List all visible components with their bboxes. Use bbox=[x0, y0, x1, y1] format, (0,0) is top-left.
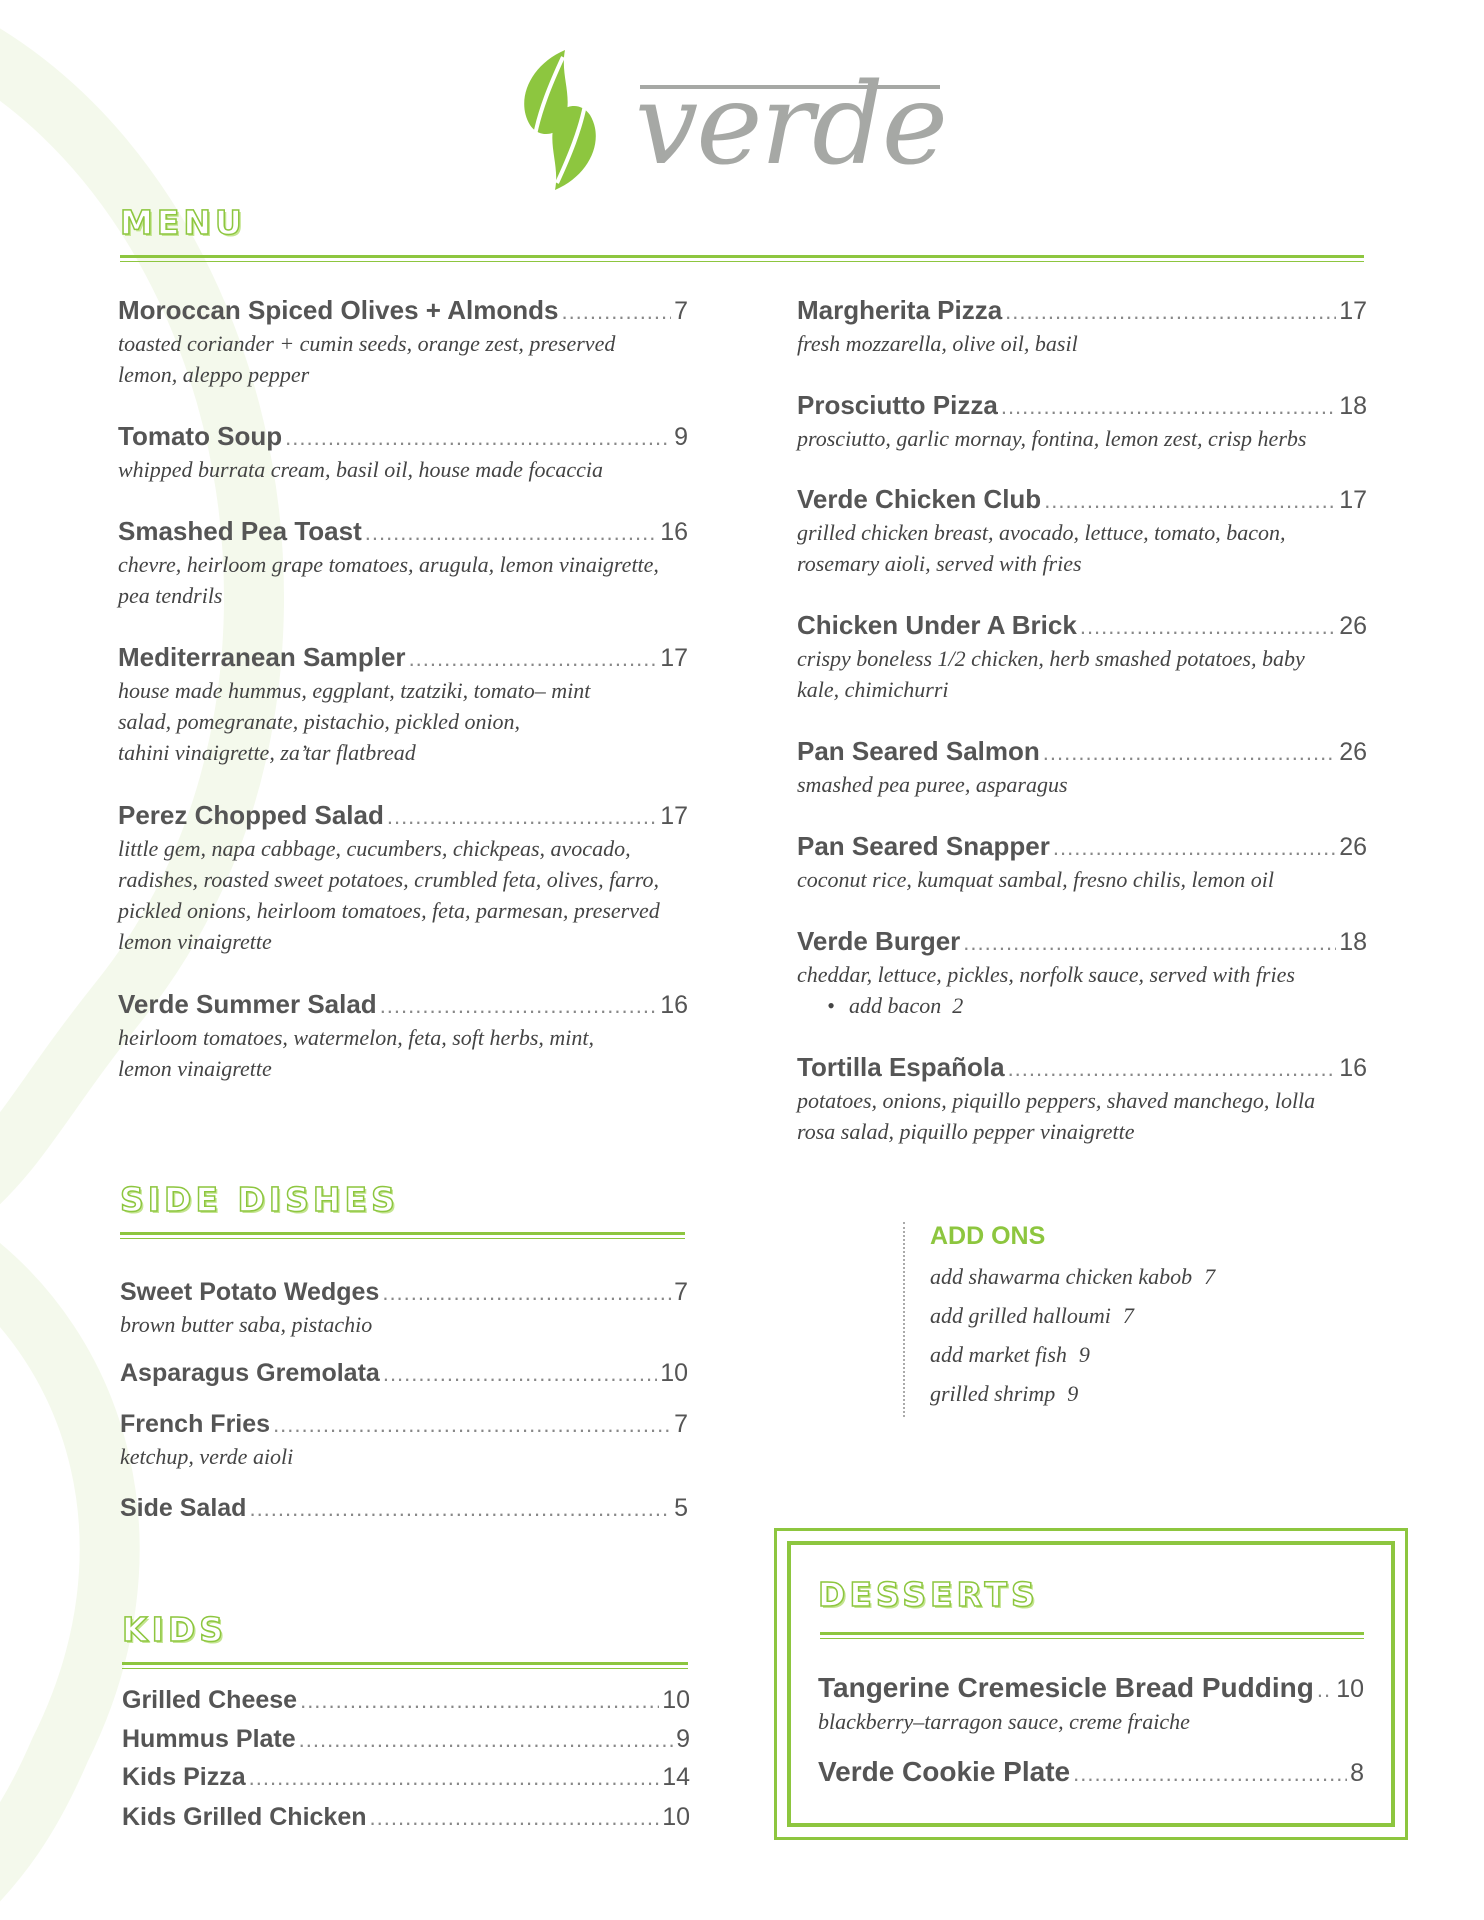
item-name: Verde Cookie Plate bbox=[818, 1756, 1071, 1787]
desc-line: rosemary aioli, served with fries bbox=[797, 551, 1082, 576]
item-price: 17 bbox=[660, 802, 688, 830]
item-name: Pan Seared Snapper bbox=[797, 831, 1050, 861]
bullet-icon: • bbox=[827, 993, 835, 1018]
item-name: Mediterranean Sampler bbox=[118, 642, 406, 672]
item-description bbox=[118, 675, 688, 768]
menu-item bbox=[118, 800, 688, 957]
item-description bbox=[118, 833, 688, 957]
item-description bbox=[797, 423, 1367, 454]
verde-logo bbox=[505, 45, 955, 195]
item-price: 17 bbox=[1339, 486, 1367, 514]
item-price: 7 bbox=[674, 1410, 688, 1438]
item-price: 9 bbox=[676, 1725, 690, 1753]
item-price: 16 bbox=[660, 518, 688, 546]
menu-heading-rule bbox=[120, 255, 1364, 260]
add-on-text: grilled shrimp bbox=[930, 1381, 1056, 1406]
desc-line: lemon vinaigrette bbox=[118, 1056, 272, 1081]
desc-line: potatoes, onions, piquillo peppers, shaved manchego, lolla bbox=[797, 1088, 1316, 1113]
item-description bbox=[797, 1085, 1367, 1147]
add-on-text: add market fish bbox=[930, 1342, 1067, 1367]
item-price: 26 bbox=[1339, 833, 1367, 861]
item-name: Margherita Pizza bbox=[797, 295, 1003, 325]
item-name: Smashed Pea Toast bbox=[118, 516, 362, 546]
brand-name: verde bbox=[635, 60, 947, 190]
leader-dots bbox=[370, 1805, 660, 1831]
desc-line: pea tendrils bbox=[118, 583, 223, 608]
desc-line: pickled onions, heirloom tomatoes, feta, parmesan, preserved bbox=[118, 898, 660, 923]
menu-item bbox=[797, 736, 1367, 800]
item-price: 8 bbox=[1350, 1759, 1364, 1787]
leader-dots bbox=[285, 425, 671, 451]
side-dishes-heading: SIDE DISHES bbox=[120, 1180, 399, 1219]
leader-dots bbox=[1080, 614, 1336, 640]
item-price: 9 bbox=[674, 423, 688, 451]
desc-line: lemon, aleppo pepper bbox=[118, 362, 310, 387]
item-price: 16 bbox=[1339, 1054, 1367, 1082]
item-price: 10 bbox=[660, 1359, 688, 1387]
sub-option-text: add bacon bbox=[849, 993, 942, 1018]
item-price: 7 bbox=[674, 297, 688, 325]
menu-item bbox=[797, 390, 1367, 454]
item-price: 10 bbox=[662, 1686, 690, 1714]
desc-line: brown butter saba, pistachio bbox=[120, 1312, 373, 1337]
desc-line: whipped burrata cream, basil oil, house made focaccia bbox=[118, 457, 603, 482]
add-on-item bbox=[930, 1296, 1243, 1335]
item-name: Chicken Under A Brick bbox=[797, 610, 1077, 640]
item-name: French Fries bbox=[120, 1410, 271, 1438]
item-description bbox=[797, 643, 1367, 705]
add-on-price: 7 bbox=[1204, 1264, 1216, 1289]
desc-line: tahini vinaigrette, za’tar flatbread bbox=[118, 740, 416, 765]
dessert-item bbox=[818, 1672, 1364, 1737]
add-on-price: 7 bbox=[1122, 1303, 1134, 1328]
desc-line: toasted coriander + cumin seeds, orange zest, preserved bbox=[118, 331, 616, 356]
item-description bbox=[118, 454, 688, 485]
item-name: Kids Grilled Chicken bbox=[122, 1803, 367, 1831]
leader-dots bbox=[365, 520, 657, 546]
leader-dots bbox=[1044, 488, 1336, 514]
item-price: 18 bbox=[1339, 928, 1367, 956]
add-ons-heading: ADD ONS bbox=[930, 1222, 1046, 1250]
leader-dots bbox=[382, 1280, 671, 1306]
desc-line: house made hummus, eggplant, tzatziki, tomato– mint bbox=[118, 678, 591, 703]
menu-item bbox=[118, 295, 688, 390]
menu-item bbox=[797, 831, 1367, 895]
item-name: Pan Seared Salmon bbox=[797, 736, 1040, 766]
item-price: 26 bbox=[1339, 738, 1367, 766]
kids-item bbox=[122, 1725, 690, 1754]
leader-dots bbox=[1073, 1761, 1347, 1787]
add-on-item bbox=[930, 1335, 1243, 1374]
desserts-heading-rule bbox=[820, 1632, 1364, 1637]
leader-dots bbox=[1043, 740, 1336, 766]
kids-heading-rule bbox=[122, 1662, 688, 1667]
menu-item bbox=[797, 1052, 1367, 1147]
item-description bbox=[120, 1309, 688, 1340]
item-name: Tortilla Española bbox=[797, 1052, 1005, 1082]
desc-line: prosciutto, garlic mornay, fontina, lemon zest, crisp herbs bbox=[797, 426, 1307, 451]
leader-dots bbox=[409, 646, 658, 672]
item-name: Tangerine Cremesicle Bread Pudding bbox=[818, 1672, 1314, 1703]
item-price: 14 bbox=[662, 1763, 690, 1791]
desc-line: little gem, napa cabbage, cucumbers, chickpeas, avocado, bbox=[118, 836, 631, 861]
menu-item bbox=[797, 295, 1367, 359]
item-price: 10 bbox=[1336, 1675, 1364, 1703]
leader-dots bbox=[1001, 394, 1336, 420]
item-name: Asparagus Gremolata bbox=[120, 1359, 380, 1387]
item-description bbox=[120, 1441, 688, 1472]
item-price: 26 bbox=[1339, 612, 1367, 640]
desc-line: heirloom tomatoes, watermelon, feta, soft herbs, mint, bbox=[118, 1025, 595, 1050]
add-on-item bbox=[930, 1374, 1243, 1413]
item-name: Sweet Potato Wedges bbox=[120, 1278, 380, 1306]
item-description bbox=[118, 1022, 688, 1084]
desc-line: ketchup, verde aioli bbox=[120, 1444, 294, 1469]
leader-dots bbox=[249, 1496, 671, 1522]
desc-line: cheddar, lettuce, pickles, norfolk sauce, served with fries bbox=[797, 962, 1295, 987]
desc-line: smashed pea puree, asparagus bbox=[797, 772, 1068, 797]
item-description bbox=[797, 328, 1367, 359]
menu-item bbox=[797, 610, 1367, 705]
leader-dots bbox=[1317, 1677, 1333, 1703]
kids-item bbox=[122, 1686, 690, 1715]
leader-dots bbox=[963, 930, 1336, 956]
item-price: 5 bbox=[674, 1494, 688, 1522]
leader-dots bbox=[380, 993, 658, 1019]
kids-item bbox=[122, 1763, 690, 1792]
menu-item bbox=[118, 642, 688, 768]
leader-dots bbox=[383, 1361, 657, 1387]
kids-heading: KIDS bbox=[122, 1610, 228, 1649]
item-name: Verde Chicken Club bbox=[797, 484, 1042, 514]
menu-item bbox=[797, 484, 1367, 579]
dessert-item bbox=[818, 1756, 1364, 1788]
leader-dots bbox=[387, 804, 657, 830]
item-name: Verde Burger bbox=[797, 926, 961, 956]
desc-line: crispy boneless 1/2 chicken, herb smashed potatoes, baby bbox=[797, 646, 1305, 671]
desc-line: lemon vinaigrette bbox=[118, 929, 272, 954]
desc-line: coconut rice, kumquat sambal, fresno chilis, lemon oil bbox=[797, 867, 1275, 892]
desc-line: kale, chimichurri bbox=[797, 677, 949, 702]
side-dishes-rule bbox=[120, 1232, 685, 1237]
leader-dots bbox=[273, 1412, 671, 1438]
leader-dots bbox=[1005, 299, 1336, 325]
item-price: 7 bbox=[674, 1278, 688, 1306]
leader-dots bbox=[1008, 1056, 1337, 1082]
desc-line: radishes, roasted sweet potatoes, crumbled feta, olives, farro, bbox=[118, 867, 659, 892]
add-on-item bbox=[930, 1257, 1243, 1296]
sub-option-price: 2 bbox=[952, 993, 964, 1018]
desc-line: fresh mozzarella, olive oil, basil bbox=[797, 331, 1078, 356]
item-description bbox=[118, 549, 688, 611]
item-name: Verde Summer Salad bbox=[118, 989, 377, 1019]
item-name: Perez Chopped Salad bbox=[118, 800, 384, 830]
desc-line: salad, pomegranate, pistachio, pickled onion, bbox=[118, 709, 521, 734]
item-name: Prosciutto Pizza bbox=[797, 390, 998, 420]
leader-dots bbox=[300, 1688, 659, 1714]
item-name: Grilled Cheese bbox=[122, 1686, 298, 1714]
leader-dots bbox=[249, 1765, 660, 1791]
side-item bbox=[120, 1278, 688, 1340]
item-description bbox=[797, 517, 1367, 579]
item-description bbox=[818, 1706, 1364, 1737]
add-ons-panel bbox=[903, 1222, 1243, 1417]
item-price: 10 bbox=[662, 1803, 690, 1831]
item-description bbox=[797, 864, 1367, 895]
add-on-price: 9 bbox=[1067, 1381, 1079, 1406]
add-on-text: add grilled halloumi bbox=[930, 1303, 1111, 1328]
menu-heading: MENU bbox=[120, 203, 246, 242]
item-description bbox=[797, 769, 1367, 800]
desc-line: rosa salad, piquillo pepper vinaigrette bbox=[797, 1119, 1135, 1144]
kids-item bbox=[122, 1803, 690, 1832]
menu-item bbox=[797, 926, 1367, 1021]
item-name: Side Salad bbox=[120, 1494, 247, 1522]
side-item bbox=[120, 1359, 688, 1388]
desc-line: chevre, heirloom grape tomatoes, arugula, lemon vinaigrette, bbox=[118, 552, 659, 577]
menu-item bbox=[118, 989, 688, 1084]
item-name: Tomato Soup bbox=[118, 421, 283, 451]
item-name: Kids Pizza bbox=[122, 1763, 246, 1791]
item-price: 17 bbox=[1339, 297, 1367, 325]
desc-line: blackberry–tarragon sauce, creme fraiche bbox=[818, 1709, 1190, 1734]
item-price: 18 bbox=[1339, 392, 1367, 420]
menu-item bbox=[118, 516, 688, 611]
desc-line: grilled chicken breast, avocado, lettuce, tomato, bacon, bbox=[797, 520, 1286, 545]
menu-item bbox=[118, 421, 688, 485]
sub-option bbox=[797, 990, 1367, 1021]
side-item bbox=[120, 1410, 688, 1472]
desserts-heading: DESSERTS bbox=[818, 1575, 1039, 1614]
item-price: 16 bbox=[660, 991, 688, 1019]
item-description bbox=[118, 328, 688, 390]
item-description bbox=[797, 959, 1367, 990]
leader-dots bbox=[1053, 835, 1336, 861]
side-item bbox=[120, 1494, 688, 1523]
leaf-pair-logo-icon bbox=[505, 45, 615, 195]
leader-dots bbox=[299, 1727, 673, 1753]
add-on-text: add shawarma chicken kabob bbox=[930, 1264, 1193, 1289]
item-name: Moroccan Spiced Olives + Almonds bbox=[118, 295, 559, 325]
leader-dots bbox=[561, 299, 671, 325]
add-on-price: 9 bbox=[1078, 1342, 1090, 1367]
item-name: Hummus Plate bbox=[122, 1725, 296, 1753]
item-price: 17 bbox=[660, 644, 688, 672]
